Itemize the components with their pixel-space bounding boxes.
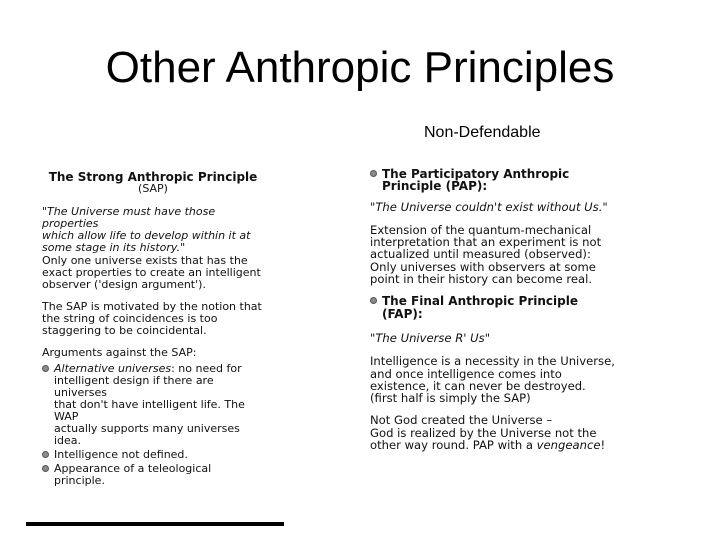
sap-paragraph-line: staggering to be coincidental. xyxy=(42,324,207,337)
fap-heading-text: The Final Anthropic Principle (FAP): xyxy=(382,294,578,321)
closing-text-suffix: ! xyxy=(600,438,606,453)
closing-line: God is realized by the Universe not the xyxy=(370,425,597,440)
sap-quote-line: some stage in its history." xyxy=(42,241,186,254)
pap-text-line: interpretation that an experiment is not xyxy=(370,235,602,250)
pap-heading-line: The Participatory Anthropic xyxy=(382,167,570,181)
bullet-lead: Alternative universes xyxy=(54,362,172,375)
footer-rule xyxy=(26,522,284,526)
bullet-intelligence-not-defined xyxy=(42,449,264,461)
bullet-dot-icon xyxy=(370,297,377,304)
bullet-alternative-universes xyxy=(42,363,264,447)
sap-paragraph-line: exact properties to create an intelligent xyxy=(42,266,261,279)
sap-paragraph-line: The SAP is motivated by the notion that xyxy=(42,300,262,313)
bullet-text: Appearance of a teleological principle. xyxy=(54,462,212,487)
arguments-label: Arguments against the SAP: xyxy=(42,346,197,359)
pap-fap-column xyxy=(370,168,620,461)
sap-quote-line: "The Universe must have those properties xyxy=(42,205,216,230)
bullet-text: : no need for xyxy=(171,362,242,375)
bullet-text: Intelligence not defined. xyxy=(54,448,188,461)
sap-column xyxy=(42,171,264,489)
subheading-non-defendable: Non-Defendable xyxy=(424,124,541,141)
bullet-text: actually supports many universes idea. xyxy=(54,422,240,447)
fap-quote: "The Universe R' Us" xyxy=(370,330,491,345)
sap-quote xyxy=(42,206,264,254)
bullet-text: intelligent design if there are universes xyxy=(54,374,214,399)
fap-heading xyxy=(370,295,620,320)
sap-paragraph-1 xyxy=(42,255,264,291)
fap-text-line: Intelligence is a necessity in the Universe, xyxy=(370,354,615,369)
bullet-dot-icon xyxy=(42,465,49,472)
sap-paragraph-line: observer ('design argument'). xyxy=(42,278,206,291)
fap-text-line: and once intelligence comes into xyxy=(370,366,562,381)
fap-text-line: (first half is simply the SAP) xyxy=(370,391,531,406)
pap-text xyxy=(370,224,620,285)
bullet-dot-icon xyxy=(42,451,49,458)
closing-line: Not God created the Universe – xyxy=(370,413,553,428)
fap-text xyxy=(370,355,620,404)
sap-paragraph-line: the string of coincidences is too xyxy=(42,312,218,325)
slide-title: Other Anthropic Principles xyxy=(105,43,615,92)
sap-paragraph-2 xyxy=(42,301,264,337)
pap-heading-line: Principle (PAP): xyxy=(382,179,488,194)
pap-text-line: actualized until measured (observed): xyxy=(370,247,591,262)
bullet-teleological-principle xyxy=(42,463,264,487)
pap-heading xyxy=(370,168,620,193)
closing-text-prefix: other way round. PAP with a xyxy=(370,438,537,453)
closing-text-italic: vengeance xyxy=(536,438,601,453)
pap-text-line: point in their history can become real. xyxy=(370,272,593,287)
sap-heading: The Strong Anthropic Principle xyxy=(48,170,258,184)
sap-abbreviation: (SAP) xyxy=(138,182,168,195)
sap-paragraph-line: Only one universe exists that has the xyxy=(42,254,248,267)
fap-text-line: existence, it can never be destroyed. xyxy=(370,378,586,393)
bullet-text: that don't have intelligent life. The WAP xyxy=(54,398,245,423)
bullet-dot-icon xyxy=(370,170,377,177)
pap-quote: "The Universe couldn't exist without Us." xyxy=(370,199,608,214)
bullet-dot-icon xyxy=(42,365,49,372)
closing-text xyxy=(370,414,620,451)
pap-text-line: Extension of the quantum-mechanical xyxy=(370,222,592,237)
sap-quote-line: which allow life to develop within it at xyxy=(42,229,251,242)
pap-text-line: Only universes with observers at some xyxy=(370,259,596,274)
